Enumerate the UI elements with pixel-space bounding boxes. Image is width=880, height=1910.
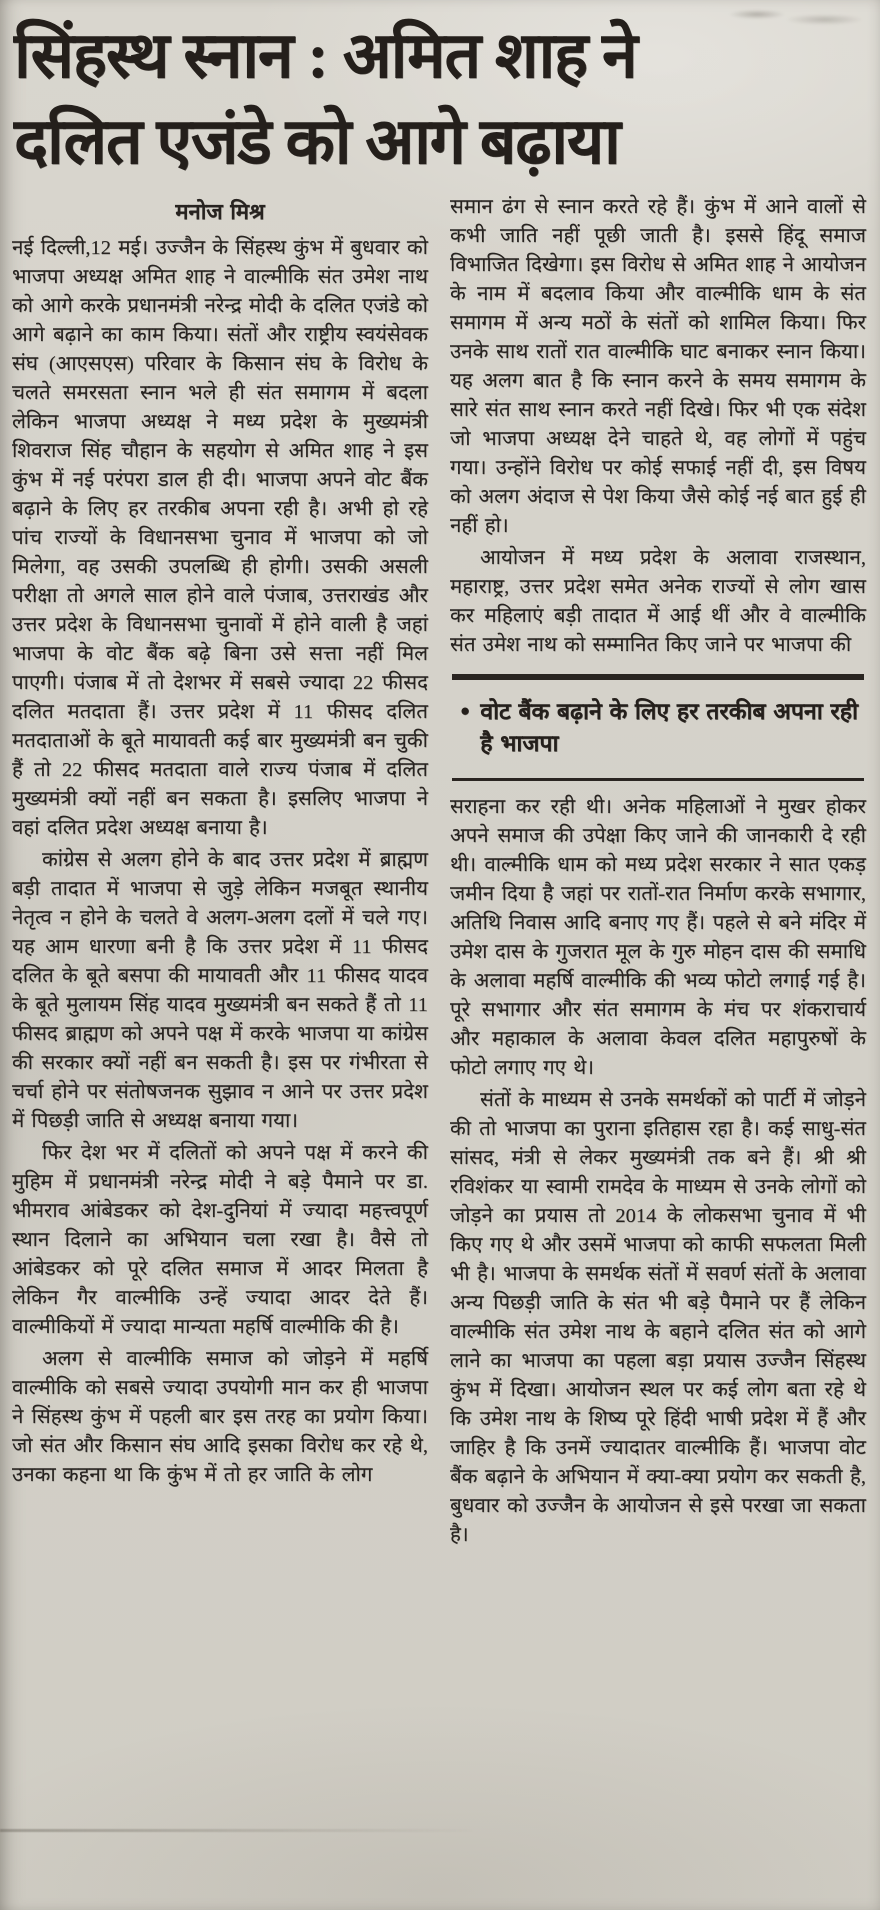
paragraph: कांग्रेस से अलग होने के बाद उत्तर प्रदेश में ब्राह्मण बड़ी तादात में भाजपा से जुड़े लेकिन मजबूत स्थानीय नेतृत्व न होने के चलते वे अलग-अलग दलों में चले गए। यह आम धारणा बनी है कि उत्तर प्रदेश में 11 फीसद दलित के बूते बसपा की मायावती और 11 फीसद यादव के बूते मुलायम सिंह यादव मुख्यमंत्री बन सकते हैं तो 11 फीसद ब्राह्मण को अपने पक्ष में करके भाजपा या कांग्रेस की सरकार क्यों नहीं बन सकती है। इस पर गंभीरता से चर्चा होने पर संतोषजनक सुझाव न आने पर उत्तर प्रदेश में पिछड़ी जाति से अध्यक्ष बनाया गया। (12, 848, 428, 1132)
paragraph: फिर देश भर में दलितों को अपने पक्ष में करने की मुहिम में प्रधानमंत्री नरेन्द्र मोदी ने बड़े पैमाने पर डा. भीमराव आंबेडकर को देश-दुनियां में ज्यादा महत्त्वपूर्ण स्थान दिलाने का अभियान चला रखा है। वैसे तो आंबेडकर को पूरे दलित समाज में आदर मिलता है लेकिन गैर वाल्मीकि उन्हें ज्यादा आदर देते हैं। वाल्मीकियों में ज्यादा मान्यता महर्षि वाल्मीकि की है। (12, 1141, 428, 1338)
paper-crease (0, 1829, 475, 1832)
pullquote-box (452, 674, 864, 781)
byline: मनोज मिश्र (175, 198, 265, 224)
headline-line-1: सिंहस्थ स्नान : अमित शाह ने (14, 20, 637, 91)
left-column (12, 193, 428, 1493)
pullquote-text: वोट बैंक बढ़ाने के लिए हर तरकीब अपना रही है भाजपा (480, 698, 858, 756)
paragraph-continuation: समान ढंग से स्नान करते रहे हैं। कुंभ में आने वालों से कभी जाति नहीं पूछी जाती है। इससे हिंदू समाज विभाजित दिखेगा। इस विरोध से अमित शाह ने आयोजन के नाम में बदलाव किया और वाल्मीकि धाम के संत समागम में अन्य मठों के संतों को शामिल किया। फिर उनके साथ रातों रात वाल्मीकि घाट बनाकर स्नान किया। यह अलग बात है कि स्नान करने के समय समागम के सारे संत साथ स्नान करते नहीं दिखे। फिर भी एक संदेश जो भाजपा अध्यक्ष देने चाहते थे, वह लोगों में पहुंच गया। उन्होंने विरोध पर कोई सफाई नहीं दी, इस विषय को अलग अंदाज से पेश किया जैसे कोई नई बात हुई ही नहीं हो। (450, 195, 866, 537)
headline-line-2: दलित एजंडे को आगे बढ़ाया (14, 106, 620, 178)
paragraph: अलग से वाल्मीकि समाज को जोड़ने में महर्षि वाल्मीकि को सबसे ज्यादा उपयोगी मान कर ही भाजपा ने सिंहस्थ कुंभ में पहली बार इस तरह का प्रयोग किया। जो संत और किसान संघ आदि इसका विरोध कर रहे थे, उनका कहना था कि कुंभ में तो हर जाति के लोग (12, 1347, 428, 1486)
article-body (0, 187, 880, 1553)
print-smudge (712, 4, 862, 30)
paragraph-continuation: सराहना कर रही थी। अनेक महिलाओं ने मुखर होकर अपने समाज की उपेक्षा किए जाने की जानकारी दे रही थी। वाल्मीकि धाम को मध्य प्रदेश सरकार ने सात एकड़ जमीन दिया है जहां पर रातों-रात निर्माण करके सभागार, अतिथि निवास आदि बनाए गए हैं। पहले से बने मंदिर में उमेश दास के गुजरात मूल के गुरु मोहन दास की समाधि के अलावा महर्षि वाल्मीकि की भव्य फोटो लगाई गई है। पूरे सभागार और संत समागम के मंच पर शंकराचार्य और महाकाल के अलावा केवल दलित महापुरुषों के फोटो लगाए गए थे। (450, 795, 866, 1079)
headline (14, 14, 870, 185)
paragraph-dateline: नई दिल्ली,12 मई। उज्जैन के सिंहस्थ कुंभ में बुधवार को भाजपा अध्यक्ष अमित शाह ने वाल्मीकि संत उमेश नाथ को आगे करके प्रधानमंत्री नरेन्द्र मोदी के दलित एजंडे को आगे बढ़ाने का काम किया। संतों और राष्ट्रीय स्वयंसेवक संघ (आएसएस) परिवार के किसान संघ के विरोध के चलते समरसता स्नान भले ही संत समागम में बदला लेकिन भाजपा अध्यक्ष ने मध्य प्रदेश के मुख्यमंत्री शिवराज सिंह चौहान के सहयोग से अमित शाह ने इस कुंभ में नई परंपरा डाल ही दी। भाजपा अपने वोट बैंक बढ़ाने के लिए हर तरकीब अपना रही है। अभी हो रहे पांच राज्यों के विधानसभा चुनाव में भाजपा को जो मिलेगा, वह उसकी उपलब्धि ही होगी। उसकी असली परीक्षा तो अगले साल होने वाले पंजाब, उत्तराखंड और उत्तर प्रदेश के विधानसभा चुनावों में होने वाली है जहां भाजपा के वोट बैंक बढ़े बिना उसे सत्ता नहीं मिल पाएगी। पंजाब में तो देशभर में सबसे ज्यादा 22 फीसद दलित मतदाता हैं। उत्तर प्रदेश में 11 फीसद दलित मतदाताओं के बूते मायावती कई बार मुख्यमंत्री बन चुकी हैं तो 22 फीसद मतदाता वाले राज्य पंजाब में दलित मुख्यमंत्री क्यों नहीं बन सकता है। इसलिए भाजपा ने वहां दलित प्रदेश अध्यक्ष बनाया है। (12, 236, 428, 839)
right-column (450, 193, 866, 1553)
paragraph: संतों के माध्यम से उनके समर्थकों को पार्टी में जोड़ने की तो भाजपा का पुराना इतिहास रहा है। कई साधु-संत सांसद, मंत्री से लेकर मुख्यमंत्री तक बने हैं। श्री श्री रविशंकर या स्वामी रामदेव के माध्यम से उनके लोगों को जोड़ने का प्रयास तो 2014 के लोकसभा चुनाव में भी किए गए थे और उसमें भाजपा को काफी सफलता मिली भी है। भाजपा के समर्थक संतों में सवर्ण संतों के अलावा अन्य पिछड़ी जाति के संत भी बड़े पैमाने पर हैं लेकिन वाल्मीकि संत उमेश नाथ के बहाने दलित संत को आगे लाने का भाजपा का पहला बड़ा प्रयास उज्जैन सिंहस्थ कुंभ में दिखा। आयोजन स्थल पर कई लोग बता रहे थे कि उमेश नाथ के शिष्य पूरे हिंदी भाषी प्रदेश में हैं और जाहिर है कि उनमें ज्यादातर वाल्मीकि हैं। भाजपा वोट बैंक बढ़ाने के अभियान में क्या-क्या प्रयोग कर सकती है, बुधवार को उज्जैन के आयोजन से इसे परखा जा सकता है। (450, 1088, 866, 1546)
bullet-icon: ● (460, 700, 471, 720)
paragraph: आयोजन में मध्य प्रदेश के अलावा राजस्थान, महाराष्ट्र, उत्तर प्रदेश समेत अनेक राज्यों से लोग खास कर महिलाएं बड़ी तादात में आई थीं और वे वाल्मीकि संत उमेश नाथ को सम्मानित किए जाने पर भाजपा की (450, 546, 866, 656)
